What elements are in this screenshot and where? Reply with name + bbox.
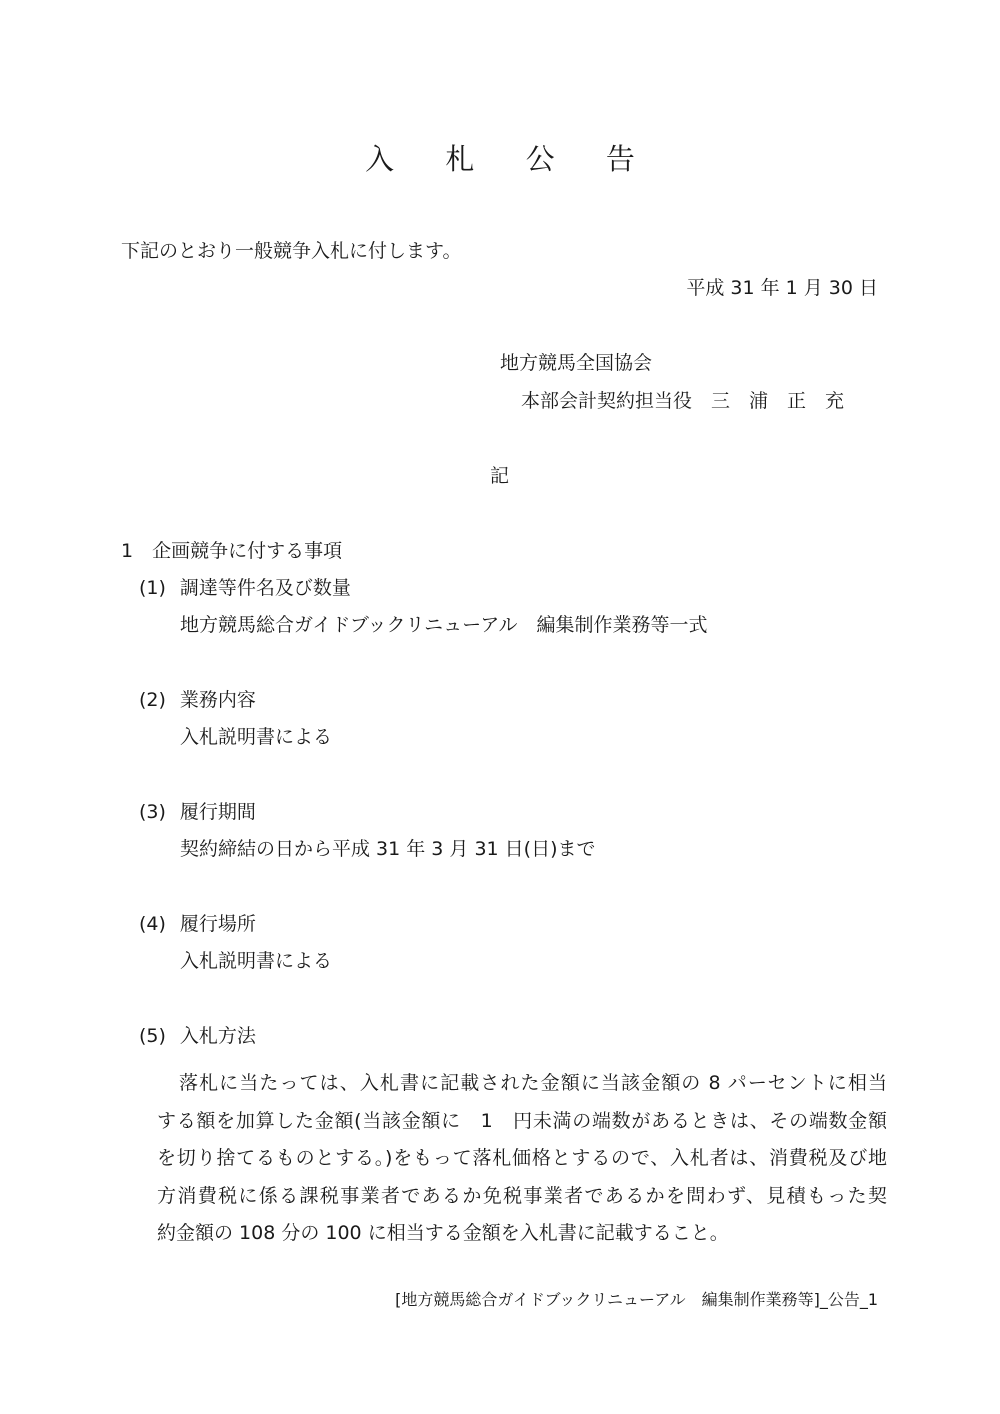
issue-date: 平成 31 年 1 月 30 日 — [686, 277, 878, 299]
item-number: (1) — [139, 577, 166, 599]
document-title: 入 札 公 告 — [365, 142, 656, 176]
item-label: 履行期間 — [179, 801, 256, 823]
page-footer: [地方競馬総合ガイドブックリニューアル 編集制作業務等]_公告_1 — [395, 1290, 878, 1309]
bidding-method-paragraph — [157, 1065, 887, 1253]
item-heading — [139, 801, 256, 824]
item-heading — [139, 577, 351, 600]
item-label: 調達等件名及び数量 — [179, 577, 351, 599]
paragraph-line: 約金額の 108 分の 100 に相当する金額を入札書に記載すること。 — [157, 1222, 729, 1244]
item-body: 入札説明書による — [180, 950, 333, 972]
item-number: (4) — [139, 913, 166, 935]
item-heading — [139, 1025, 256, 1048]
item-body: 入札説明書による — [180, 726, 333, 748]
item-label: 入札方法 — [179, 1025, 256, 1047]
paragraph-line: 方消費税に係る課税事業者であるか免税事業者であるかを問わず、見積もった契 — [157, 1184, 887, 1207]
item-number: (3) — [139, 801, 166, 823]
paragraph-line: を切り捨てるものとする。)をもって落札価格とするので、入札者は、消費税及び地 — [157, 1147, 887, 1169]
item-label: 履行場所 — [179, 913, 256, 935]
ki-heading: 記 — [490, 465, 510, 487]
item-heading — [139, 913, 256, 936]
item-number: (5) — [139, 1025, 166, 1047]
item-body: 契約締結の日から平成 31 年 3 月 31 日(日)まで — [180, 838, 596, 860]
paragraph-line: 落札に当たっては、入札書に記載された金額に当該金額の 8 パーセントに相当 — [179, 1072, 887, 1094]
item-label: 業務内容 — [179, 689, 256, 711]
issuer-officer: 本部会計契約担当役 三 浦 正 充 — [521, 390, 845, 412]
section-heading: 1 企画競争に付する事項 — [121, 540, 343, 562]
item-heading — [139, 689, 256, 712]
item-body: 地方競馬総合ガイドブックリニューアル 編集制作業務等一式 — [180, 614, 708, 636]
intro-text: 下記のとおり一般競争入札に付します。 — [121, 240, 462, 262]
paragraph-line: する額を加算した金額(当該金額に 1 円未満の端数があるときは、その端数金額 — [157, 1109, 887, 1132]
issuer-organization: 地方競馬全国協会 — [500, 352, 653, 374]
item-number: (2) — [139, 689, 166, 711]
